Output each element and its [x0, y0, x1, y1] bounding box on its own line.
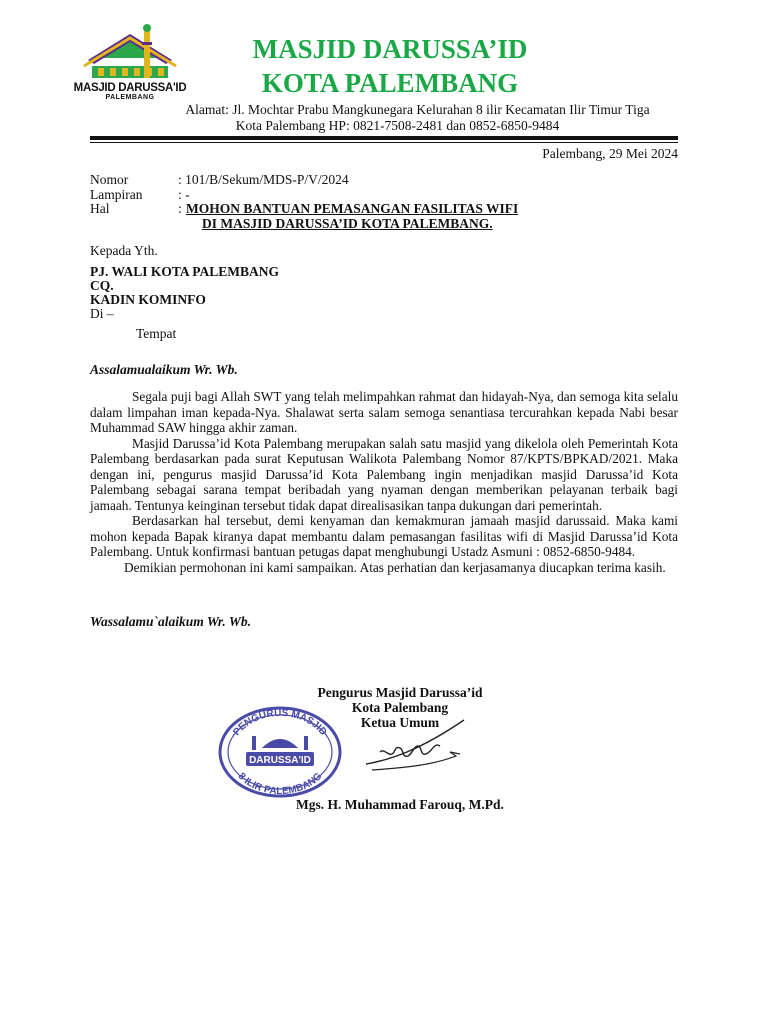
official-stamp-icon — [214, 702, 346, 798]
meta-value-lampiran: : - — [178, 187, 190, 202]
header-divider-thin — [90, 142, 678, 143]
meta-label-nomor: Nomor — [90, 172, 129, 187]
address-line1: Alamat: Jl. Mochtar Prabu Mangkunegara Kelurahan 8 ilir Kecamatan Ilir Timur Tiga — [185, 102, 650, 117]
subject-line2: DI MASJID DARUSSA’ID KOTA PALEMBANG. — [202, 216, 493, 231]
svg-text:8 ILIR PALEMBANG: 8 ILIR PALEMBANG — [235, 770, 325, 798]
handwritten-signature-icon — [360, 712, 470, 782]
address-line2: Kota Palembang HP: 0821-7508-2481 dan 0852-6850-9484 — [235, 118, 560, 133]
logo-wordmark — [70, 82, 190, 101]
subject-line1: MOHON BANTUAN PEMASANGAN FASILITAS WIFI — [186, 201, 519, 216]
logo-name: MASJID DARUSSA'ID — [73, 82, 187, 94]
signature-line1: Pengurus Masjid Darussa’id — [317, 685, 483, 700]
meta-label-lampiran: Lampiran — [90, 187, 143, 202]
svg-text:DARUSSA'ID: DARUSSA'ID — [249, 755, 311, 766]
meta-value-nomor: : 101/B/Sekum/MDS-P/V/2024 — [178, 172, 349, 187]
recipient-line5: Tempat — [136, 326, 177, 341]
recipient-line2: CQ. — [90, 278, 114, 293]
body-paragraph-4: Demikian permohonan ini kami sampaikan. Atas perhatian dan kerjasamanya diucapkan terima kasih. — [124, 559, 666, 575]
letter-body — [90, 389, 678, 575]
recipient-line3: KADIN KOMINFO — [90, 292, 206, 307]
svg-text:PENGURUS MASJID: PENGURUS MASJID — [231, 707, 329, 738]
meta-hal-prefix: : — [178, 201, 182, 216]
letterhead-title-line1: MASJID DARUSSA’ID — [252, 34, 528, 64]
closing-greeting: Wassalamu`alaikum Wr. Wb. — [90, 614, 252, 629]
header-divider-thick — [90, 136, 678, 140]
body-paragraph-3: Berdasarkan hal tersebut, demi kenyaman dan kemakmuran jamaah masjid darussaid. Maka kami mohon kepada Bapak kiranya dapat membantu dalam pemasangan fasilitas wifi di Masjid Darussa’id Kota Palembang. Untuk konfirmasi bantuan petugas dapat menghubungi Ustadz Asmuni : 0852-6850-9484. — [90, 513, 678, 559]
logo-city: PALEMBANG — [105, 94, 155, 101]
body-paragraph-1: Segala puji bagi Allah SWT yang telah melimpahkan rahmat dan hidayah-Nya, dan semoga kita selalu dalam limpahan iman kepada-Nya. Shalawat serta salam semoga senantiasa tercurahkan kepada Nabi besar Muhammad SAW hingga akhir zaman. — [90, 389, 678, 435]
signatory-name: Mgs. H. Muhammad Farouq, M.Pd. — [296, 797, 504, 812]
signature-line2: Kota Palembang — [351, 700, 449, 715]
greeting: Assalamualaikum Wr. Wb. — [90, 362, 238, 377]
meta-label-hal: Hal — [90, 201, 110, 216]
recipient-intro: Kepada Yth. — [90, 243, 158, 258]
body-paragraph-2: Masjid Darussa’id Kota Palembang merupakan salah satu masjid yang dikelola oleh Pemerintah Kota Palembang berdasarkan pada surat Keputusan Walikota Palembang Nomor 87/KPTS/BPKAD/2021. Maka dengan ini, pengurus masjid Darussa’id Kota Palembang ingin menjadikan masjid Darussa’id Kota Palembang sebagai sarana tempat beribadah yang nyaman dengan memberikan pelayanan terbaik bagi jamaah. Tentunya keinginan tersebut tidak dapat direalisasikan tanpa dukungan dari pemerintah. — [90, 435, 678, 513]
recipient-line4: Di – — [90, 306, 114, 321]
recipient-line1: PJ. WALI KOTA PALEMBANG — [90, 264, 280, 279]
letterhead-title-line2: KOTA PALEMBANG — [261, 68, 519, 98]
place-date: Palembang, 29 Mei 2024 — [542, 146, 678, 161]
signature-line3: Ketua Umum — [360, 715, 440, 730]
